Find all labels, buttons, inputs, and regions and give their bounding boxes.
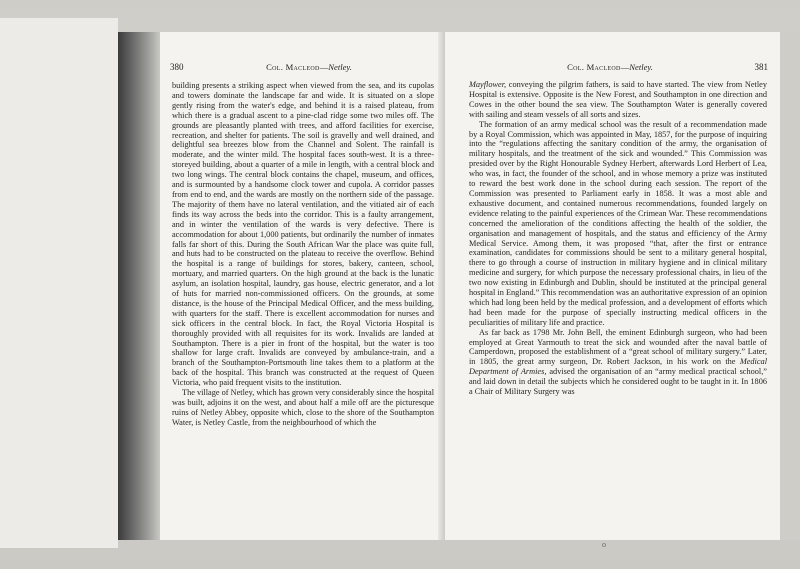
right-margin [780, 32, 800, 540]
running-head-author: Col. Macleod [567, 62, 621, 72]
paragraph-text: advised the organisation of an “army medical practical school,” and laid down in detail the subjects which he considered ought to be taught in it. In 1806 a Chair of Military Surgery was [469, 367, 767, 397]
paragraph: building presents a striking aspect when viewed from the sea, and its cupolas and towers dominate the landscape far and wide. It is situated on a slope gently rising from the water's edge, and behind it is a raised plateau, from which there is a gradual ascent to a pine-clad ridge some two miles off. The grounds are pleasantly planted with trees, and afford facilities for exercise, recreation, and shelter for patients. The soil is gravelly and well drained, and delightful sea breezes blow from the Channel and Solent. The rainfall is moderate, and the winter mild. The hospital faces south-west. It is a three-storeyed building, about a quarter of a mile in length, with a central block and two long wings. The central block contains the chapel, museum, and offices, and is surmounted by a handsome clock tower and cupola. A corridor passes from end to end, and the wards are mostly on the northern side of the passage. The majority of them have no lateral ventilation, and the vitiated air of each finds its way across the beds into the corridor. This is a faulty arrangement, and in winter the ventilation of the wards is very defective. There is accommodation for about 1,000 patients, but ordinarily the number of inmates falls far short of this. During the South African War the place was quite full, and huts had to be constructed on the plateau to receive the overflow. Behind the hospital is a range of buildings for stores, bakery, canteen, school, mortuary, and married quarters. On the high ground at the back is the lunatic asylum, an isolation hospital, laundry, gas house, electric generator, and a lot of huts for married non-commissioned officers. On the grounds, at some distance, is the house of the Principal Medical Officer, and the mess building, with quarters for the staff. There is excellent accommodation for nurses and sick officers in the central block. In fact, the Royal Victoria Hospital is thoroughly provided with all requisites for its work. Invalids are landed at Southampton. There is a pier in front of the hospital, but the water is too shallow for large craft. Invalids are conveyed by ambulance-train, and a branch of the Southampton-Portsmouth line takes them to a platform at the back of the hospital. This branch was constructed at the request of Queen Victoria, who paid frequent visits to the institution. [172, 81, 434, 388]
running-head-author: Col. Macleod [266, 62, 320, 72]
book-edge [0, 18, 119, 548]
left-page-body [172, 81, 434, 428]
page-number-right: 381 [754, 62, 768, 72]
paragraph: The formation of an army medical school was the result of a recommendation made by a Royal Commission, which was appointed in May, 1857, for the purpose of inquiring into the “regulations affecting the sanitary condition of the army, the organisation of military hospitals, and the treatment of the sick and wounded.” This Commission was presided over by the Right Honourable Sydney Herbert, afterwards Lord Herbert of Lea, who was, in fact, the founder of the school, and in whose memory a prize was instituted to reward the best work done in the school during each session. The report of the Commission was presented to Parliament early in 1858. It was a most able and exhaustive document, and contained numerous recommendations, founded largely on evidence relating to the painful experiences of the Crimean War. These recommendations concerned the amelioration of the conditions affecting the health of the soldier, the organisation and management of hospitals, and the status and efficiency of the Army Medical Service. Among them, it was proposed “that, after the first or entrance examination, candidates for commissions should be sent to a military general hospital, there to go through a course of instruction in military hygiene and in clinical military medicine and surgery, for which purpose the necessary professional chairs, in lieu of the two now existing in Edinburgh and Dublin, should be instituted at the principal general hospital in England.” This recommendation was an authoritative expression of an opinion which had long been held by the medical profession, and a development of efforts which had been made for the purpose of specially instructing medical officers in the peculiarities of military life and practice. [469, 119, 767, 327]
right-page [445, 32, 780, 540]
running-head-right: Col. Macleod—Netley. [567, 62, 653, 72]
page-shadow [118, 32, 160, 540]
running-head-title: Netley. [629, 62, 653, 72]
page-number-left: 380 [170, 62, 184, 72]
running-head-left: Col. Macleod—Netley. [266, 62, 352, 72]
paragraph: The village of Netley, which has grown very considerably since the hospital was built, adjoins it on the west, and about half a mile off are the picturesque ruins of Netley Abbey, opposite which, close to the shore of the Southampton Water, is Netley Castle, from the neighbourhood of which the [172, 388, 434, 427]
paragraph [469, 328, 767, 397]
paragraph-text: conveying the pilgrim fathers, is said to have started. The view from Netley Hospital is extensive. Opposite is the New Forest, and Southampton in one direction and Cowes in the other bound the sea view. The Southampton Water is generally covered with sailing and steam vessels of all sorts and sizes. [469, 80, 767, 119]
paragraph [469, 80, 767, 120]
running-head-title: Netley. [328, 62, 352, 72]
italic-work-title: Medical Department of Armies, [469, 357, 767, 377]
italic-ship-name: Mayflower, [469, 80, 507, 89]
right-page-body [469, 80, 767, 397]
paragraph-text: As far back as 1798 Mr. John Bell, the eminent Edinburgh surgeon, who had been employed at Great Yarmouth to treat the sick and wounded after the naval battle of Camperdown, proposed the establishment of a “great school of military surgery.” Later, in 1805, the great army surgeon, Dr. Robert Jackson, in his work on the [469, 327, 767, 367]
left-page [160, 32, 445, 540]
signature-mark: o [602, 540, 606, 549]
